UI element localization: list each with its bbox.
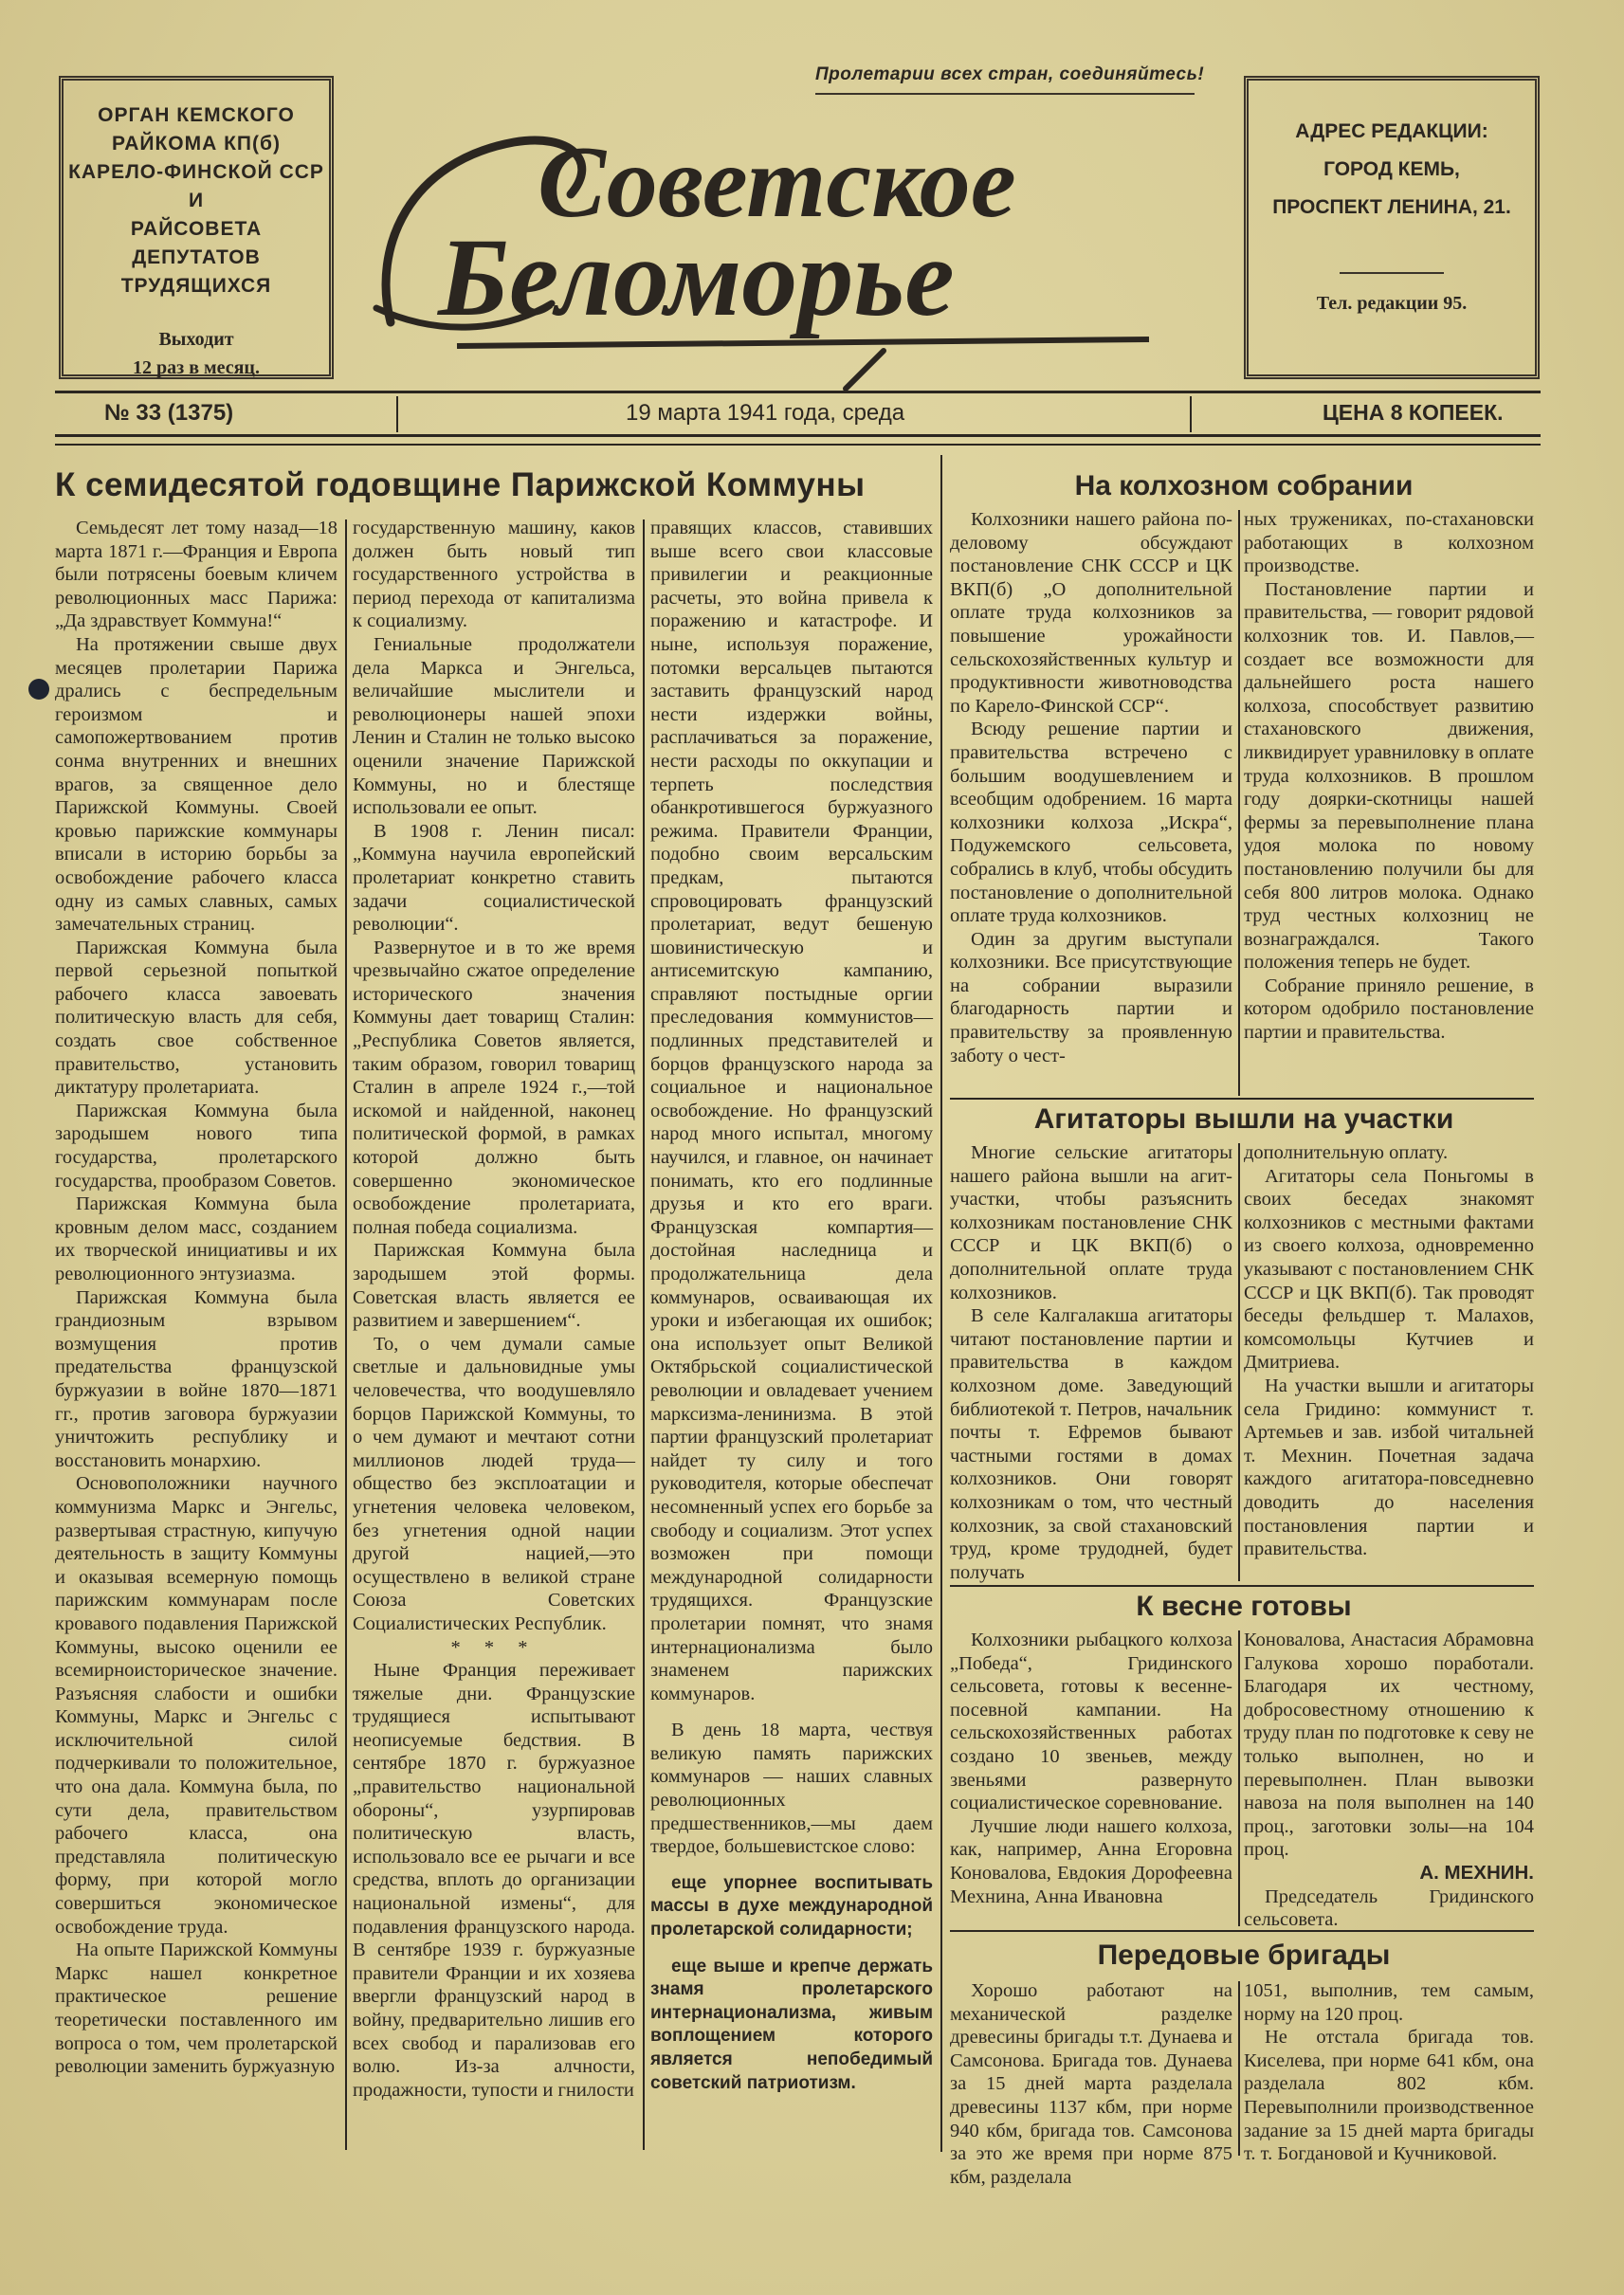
- author-role: Председатель Гридинского сельсовета.: [1244, 1885, 1534, 1931]
- section-separator: * * *: [450, 1636, 538, 1658]
- paragraph: Парижская Коммуна была грандиозным взрывом возмущения против предательства французской буржуазии в войне 1870—1871 гг., против заговора буржуазии уничтожить республику и восстановить монархию.: [55, 1286, 338, 1471]
- paragraph: На опыте Парижской Коммуны Маркс нашел конкретное практическое решение теоретически поставленного им вопроса о том, чем пролетарской революции заменить буржуазную: [55, 1940, 338, 2078]
- paragraph: Собрание приняло решение, в котором одобрило постановление партии и правительства.: [1244, 974, 1534, 1044]
- commune-column-3: [650, 517, 933, 2155]
- paragraph: В день 18 марта, чествуя великую память парижских коммунаров — наших славных революционных предшественников,—мы даем твердое, большевистское слово:: [650, 1720, 933, 1858]
- author-signature: А. МЕХНИН.: [1419, 1861, 1534, 1884]
- issue-date: 19 марта 1941 года, среда: [626, 400, 905, 426]
- column-divider: [1238, 1630, 1240, 1926]
- publication-schedule: Выходит 12 раз в месяц.: [133, 329, 260, 378]
- masthead-title-line1: Советское: [538, 126, 1016, 239]
- section-divider: [940, 455, 942, 2152]
- agitators-column-1: [950, 1141, 1232, 1583]
- paragraph: государственную машину, каков должен быть новый тип государственного устройства в период перехода от капитализма к социализму.: [353, 518, 635, 632]
- commune-headline: К семидесятой годовщине Парижской Коммуны: [55, 466, 866, 503]
- paragraph: Основоположники научного коммунизма Маркс и Энгельс, развертывая страстную, кипучую деятельность в защиту Коммуны и оказывая всемерную помощь парижским коммунарам после кровавого подавления Парижской Коммуны, высоко оценили ее всемирноисторическое значение. Разъясняя слабости и ошибки Коммуны, Маркс и Энгельс с исключительной силой подчеркивали то положительное, что она дала. Коммуна была, по сути дела, правительством рабочего класса, она представляла политическую форму, при которой могло совершиться экономическое освобождение труда.: [55, 1473, 338, 1938]
- paragraph: Парижская Коммуна была зародышем этой формы. Советская власть является ее развитием и завершением“.: [353, 1240, 635, 1332]
- info-bar-bottom-rule: [55, 444, 1541, 446]
- masthead-logo: [353, 104, 1225, 389]
- paragraph: На протяжении свыше двух месяцев пролетарии Парижа дрались с беспредельным героизмом и самопожертвованием против сонма внутренних и внешних врагов, за священное дело Парижской Коммуны. Своей кровью парижские коммунары вписали в историю борьбы за освобождение рабочего класса одну из самых славных, самых замечательных страниц.: [55, 633, 338, 936]
- publisher-text: ОРГАН КЕМСКОГО РАЙКОМА КП(б) КАРЕЛО-ФИНСКОЙ ССР И РАЙСОВЕТА ДЕПУТАТОВ ТРУДЯЩИХСЯ: [68, 104, 324, 297]
- agitators-column-2: [1244, 1141, 1534, 1583]
- kolkhoz-column-1: [950, 508, 1232, 1096]
- paragraph: В селе Калгалакша агитаторы читают постановление партии и правительства в каждом колхозном доме. Заведующий библиотекой т. Петров, начальник почты т. Ефремов бывают частными гостями в домах колхозников. Они говорят колхозникам о том, что честный колхозник, за свой стахановский труд, кроме трудодней, будет получать: [950, 1305, 1232, 1583]
- paragraph: Всюду решение партии и правительства встречено с большим воодушевлением и всеобщим одобрением. 16 марта колхозники колхоза „Искра“, Подужемского сельсовета, собрались в клуб, чтобы обсудить постановление о дополнительной оплате труда колхозников.: [950, 719, 1232, 927]
- paragraph: Развернутое и в то же время чрезвычайно сжатое определение исторического значения Коммуны дает товарищ Сталин: „Республика Советов является, таким образом, говорил товарищ Сталин в апреле 1924 г.,—той искомой и найденной, наконец политической формой, в рамках которой должно быть совершенно экономическое освобождение пролетариата, полная победа социализма.: [353, 937, 635, 1238]
- column-divider: [643, 519, 645, 2150]
- kolkhoz-column-2: [1244, 508, 1534, 1096]
- paragraph: Хорошо работают на механической разделке древесины бригады т.т. Дунаева и Самсонова. Бригада тов. Дунаева за 15 дней марта разделала древесины 1137 кбм, при норме 940 кбм, бригада тов. Самсонова за это же время при норме 875 кбм, разделала: [950, 1980, 1232, 2188]
- address-box: [1244, 76, 1540, 379]
- paragraph: Постановление партии и правительства, — говорит рядовой колхозник тов. И. Павлов,—создает все возможности для дальнейшего роста нашего колхоза, способствует развитию стахановского движения, ликвидирует уравниловку в оплате труда колхозников. В прошлом году доярки-скотницы нашей фермы за перевыполнение плана удоя молока по новому постановлению получили бы для себя 800 литров молока. Однако труд честных колхозниц не вознаграждался. Такого положения теперь не будет.: [1244, 578, 1534, 974]
- paragraph: То, о чем думали самые светлые и дальновидные умы человечества, что воодушевляло борцов Парижской Коммуны, то о чем думают и мечтают сотни миллионов людей труда—общество без эксплоатации и угнетения человека человеком, без угнетения одной нации другой нацией,—это осуществлено в великой стране Союза Советских Социалистических Республик.: [353, 1333, 635, 1634]
- commune-column-1: [55, 517, 338, 2155]
- info-bar-separator: [396, 396, 398, 432]
- info-bar-bottom-rule: [55, 434, 1541, 437]
- spring-headline: К весне готовы: [1136, 1591, 1352, 1622]
- info-bar-top-rule: [55, 391, 1541, 393]
- column-divider: [1238, 1981, 1240, 2156]
- brigades-column-1: [950, 1979, 1232, 2188]
- commune-column-2: [353, 517, 635, 2155]
- paragraph: Коновалова, Анастасия Абрамовна Галукова хорошо поработали. Благодаря их честному, добросовестному отношению к труду план по подготовке к севу не только выполнен, но и перевыполнен. План вывозки навоза на поля выполнен на 140 проц., заготовки золы—на 104 проц.: [1244, 1630, 1534, 1861]
- issue-price: ЦЕНА 8 КОПЕЕК.: [1323, 400, 1504, 425]
- agitators-headline: Агитаторы вышли на участки: [1033, 1103, 1454, 1135]
- article-divider: [950, 1930, 1534, 1932]
- column-divider: [1238, 1143, 1240, 1581]
- article-divider: [950, 1098, 1534, 1100]
- paragraph: Многие сельские агитаторы нашего района вышли на агит-участки, чтобы разъяснить колхозникам постановление СНК СССР и ЦК ВКП(б) о дополнительной оплате труда колхозников.: [950, 1142, 1232, 1303]
- paragraph: Парижская Коммуна была кровным делом масс, созданием их творческой инициативы и их революционного энтузиазма.: [55, 1193, 338, 1284]
- brigades-headline: Передовые бригады: [1097, 1940, 1391, 1971]
- paragraph: В 1908 г. Ленин писал: „Коммуна научила европейский пролетариат конкретно ставить задачи социалистической революции“.: [353, 820, 635, 936]
- paragraph: правящих классов, ставивших выше всего свои классовые привилегии и реакционные расчеты, это война привела к поражению и катастрофе. И ныне, используя поражение, потомки версальцев пытаются заставить французский народ нести издержки войны, расплачиваться за поражение, нести расходы по оккупации и терпеть последствия обанкротившегося буржуазного режима. Правители Франции, подобно своим версальским предкам, пытаются спровоцировать французский пролетариат, ведут бешеную шовинистическую и антисемитскую кампанию, справляют постыдные оргии преследования коммунистов—подлинных представителей и борцов французского народа за социальное и национальное освобождение. Но французский народ много испытал, многому научился, и главное, он начинает понимать, кто его подлинные друзья и кто его враги. Французская компартия—достойная наследница и продолжательница дела коммунаров, осваивающая их уроки и избегающая их ошибок; она использует опыт Великой Октябрьской социалистической революции и овладевает учением марксизма-ленинизма. В этой партии французский пролетариат найдет ту силу и того руководителя, которые обеспечат несомненный успех его борьбе за свободу и социализм. Этот успех возможен при помощи международной солидарности трудящихся. Французские пролетарии помнят, что знамя интернационализма было знаменем парижских коммунаров.: [650, 518, 933, 1704]
- pledge-1: еще упорнее воспитывать массы в духе международной пролетарской солидарности;: [650, 1872, 933, 1940]
- paragraph: Колхозники нашего района по-деловому обсуждают постановление СНК СССР и ЦК ВКП(б) „О дополнительной оплате труда колхозников за повышение урожайности сельскохозяйственных культур и продуктивности животноводства по Карело-Финской ССР“.: [950, 509, 1232, 717]
- slogan: Пролетарии всех стран, соединяйтесь!: [815, 64, 1205, 84]
- paragraph: На участки вышли и агитаторы села Гридино: коммунист т. Артемьев и зав. избой читальней т. Мехнин. Почетная задача каждого агитатора-повседневно доводить до населения постановления партии и правительства.: [1244, 1375, 1534, 1560]
- paragraph: Лучшие люди нашего колхоза, как, например, Анна Егоровна Коновалова, Евдокия Дорофеевна Мехнина, Анна Ивановна: [950, 1815, 1232, 1907]
- paragraph: дополнительную оплату.: [1244, 1142, 1449, 1163]
- editorial-phone: Тел. редакции 95.: [1316, 293, 1468, 314]
- masthead-title-line2: Беломорье: [438, 215, 955, 339]
- spring-column-1: [950, 1629, 1232, 1928]
- kolkhoz-headline: На колхозном собрании: [1074, 470, 1414, 501]
- editorial-address: АДРЕС РЕДАКЦИИ: ГОРОД КЕМЬ, ПРОСПЕКТ ЛЕНИНА, 21.: [1272, 120, 1511, 218]
- paragraph: Ныне Франция переживает тяжелые дни. Французские трудящиеся испытывают неописуемые бедствия. В сентябре 1870 г. буржуазное „правительство национальной обороны“, узурпировав политическую власть, использовало все ее рычаги и все средства, вплоть до организации национальной измены“, для подавления французского народа. В сентябре 1939 г. буржуазные правители Франции и их хозяева ввергли французский народ в войну, предварительно лишив его всех свобод и парализовав его волю. Из-за алчности, продажности, тупости и гнилости: [353, 1660, 635, 2101]
- spring-column-2: [1244, 1629, 1534, 1931]
- publisher-box: [59, 76, 334, 379]
- paragraph: Парижская Коммуна была зародышем нового типа государства, пролетарского государства, прообразом Советов.: [55, 1100, 338, 1192]
- paragraph: Колхозники рыбацкого колхоза „Победа“, Гридинского сельсовета, готовы к весенне-посевной кампании. На сельскохозяйственных работах создано 10 звеньев, между звеньями развернуто социалистическое соревнование.: [950, 1630, 1232, 1814]
- paragraph: ных тружениках, по-стахановски работающих в колхозном производстве.: [1244, 509, 1534, 577]
- issue-number: № 33 (1375): [104, 400, 234, 426]
- slogan-underline: [815, 93, 1195, 95]
- info-bar-separator: [1190, 396, 1192, 432]
- column-divider: [1238, 510, 1240, 1096]
- paragraph: 1051, выполнив, тем самым, норму на 120 проц.: [1244, 1980, 1534, 2025]
- paragraph: Парижская Коммуна была первой серьезной попыткой рабочего класса завоевать политическую власть для себя, создать свое собственное правительство, установить диктатуру пролетариата.: [55, 937, 338, 1099]
- binding-hole-mark: [28, 679, 49, 700]
- pledge-2: еще выше и крепче держать знамя пролетарского интернационализма, живым воплощением которого является непобедимый советский патриотизм.: [650, 1956, 933, 2093]
- article-divider: [950, 1585, 1534, 1587]
- paragraph: Гениальные продолжатели дела Маркса и Энгельса, величайшие мыслители и революционеры нашей эпохи Ленин и Сталин не только высоко оценили значение Парижской Коммуны, но и блестяще использовали ее опыт.: [353, 633, 635, 819]
- paragraph: Агитаторы села Поньгомы в своих беседах знакомят колхозников с местными фактами из своего колхоза, одновременно указывают с постановлением СНК СССР и ЦК ВКП(б). Так проводят беседы фельдшер т. Малахов, комсомольцы Кутчиев и Дмитриева.: [1244, 1165, 1534, 1374]
- paragraph: Не отстала бригада тов. Киселева, при норме 641 кбм, она разделала 802 кбм. Перевыполнили производственное задание за 15 дней марта бригады т. т. Богдановой и Кучниковой.: [1244, 2027, 1534, 2165]
- paragraph: Один за другим выступали колхозники. Все присутствующие на собрании выразили благодарность партии и правительству за проявленную заботу о чест-: [950, 928, 1232, 1066]
- address-divider: [1340, 272, 1444, 274]
- brigades-column-2: [1244, 1979, 1534, 2165]
- paragraph: Семьдесят лет тому назад—18 марта 1871 г.—Франция и Европа были потрясены боевым кличем революционных масс Парижа: „Да здравствует Коммуна!“: [55, 518, 338, 632]
- column-divider: [345, 519, 347, 2150]
